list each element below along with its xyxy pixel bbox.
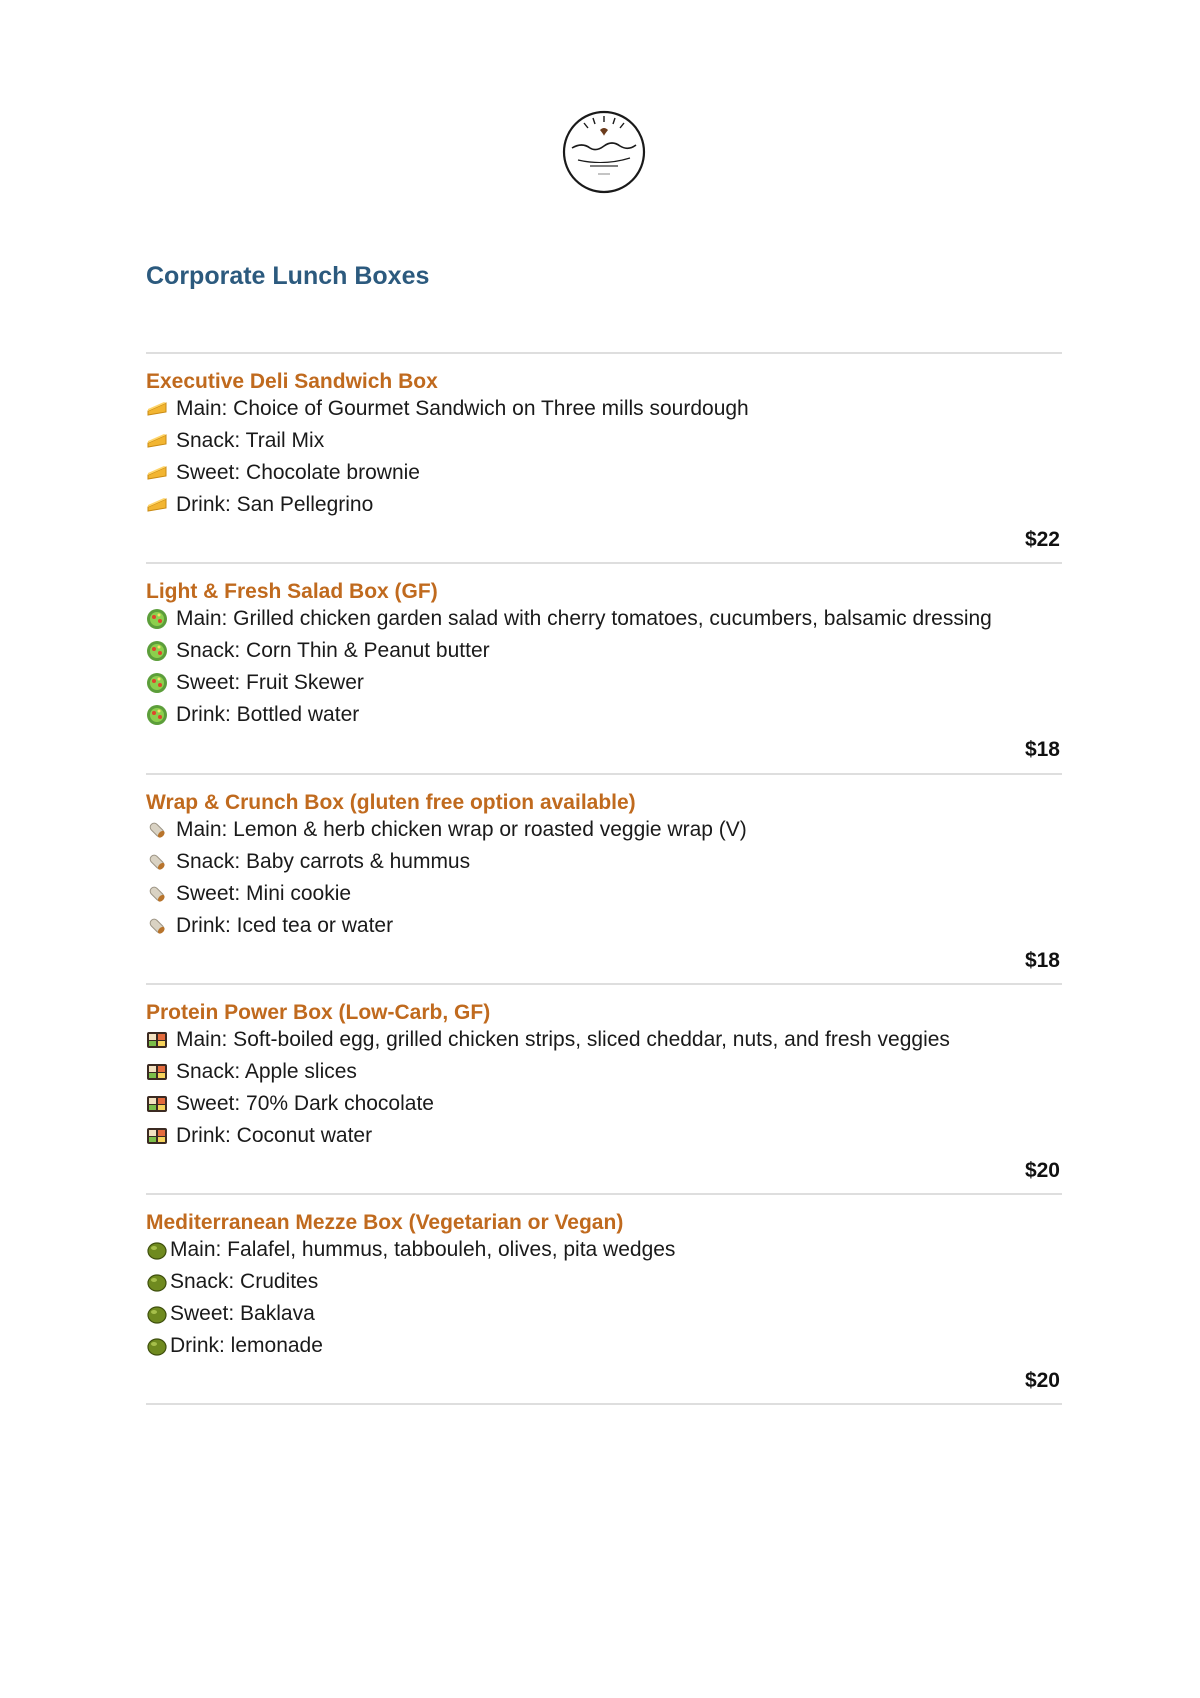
olive-icon (146, 1239, 168, 1261)
box-item (146, 604, 992, 634)
box-item (146, 911, 393, 941)
salad-icon (146, 608, 168, 630)
lunch-box-wrap-crunch (146, 783, 1062, 993)
box-item-text: Snack: Apple slices (176, 1060, 357, 1083)
box-item-text: Main: Choice of Gourmet Sandwich on Three mills sourdough (176, 397, 749, 420)
box-name: Wrap & Crunch Box (gluten free option available) (146, 791, 636, 814)
box-item-text: Drink: Bottled water (176, 703, 360, 726)
box-price: $18 (1024, 949, 1060, 972)
box-item-text: Drink: Coconut water (176, 1124, 373, 1147)
box-item (146, 1025, 950, 1055)
box-item (146, 1089, 434, 1119)
box-item-text: Sweet: Chocolate brownie (176, 461, 420, 484)
olive-icon (146, 1271, 168, 1293)
burrito-icon (146, 915, 168, 937)
burrito-icon (146, 883, 168, 905)
lunch-box-mediterranean-mezze (146, 1203, 1062, 1413)
salad-icon (146, 672, 168, 694)
box-item (146, 426, 324, 456)
salad-icon (146, 704, 168, 726)
box-item-text: Drink: Iced tea or water (176, 914, 394, 937)
box-item-text: Snack: Corn Thin & Peanut butter (176, 639, 490, 662)
burrito-icon (146, 851, 168, 873)
olive-icon (146, 1303, 168, 1325)
box-item-text: Snack: Trail Mix (176, 429, 325, 452)
burrito-icon (146, 819, 168, 841)
box-item (146, 847, 470, 877)
box-item (146, 1235, 675, 1265)
box-item-text: Sweet: Mini cookie (176, 882, 352, 905)
divider (146, 352, 1062, 354)
box-item-text: Sweet: 70% Dark chocolate (176, 1092, 434, 1115)
box-price: $22 (1024, 528, 1060, 551)
box-item (146, 1331, 323, 1361)
bento-icon (146, 1029, 168, 1051)
box-item (146, 1057, 357, 1087)
box-item-text: Drink: lemonade (170, 1334, 323, 1357)
box-item-text: Main: Soft-boiled egg, grilled chicken strips, sliced cheddar, nuts, and fresh veggies (176, 1028, 950, 1051)
box-item (146, 636, 490, 666)
box-item (146, 815, 747, 845)
lunch-box-protein-power (146, 993, 1062, 1203)
cheese-icon (146, 430, 168, 452)
box-price: $20 (1024, 1159, 1060, 1182)
cheese-icon (146, 398, 168, 420)
box-price: $20 (1024, 1369, 1060, 1392)
box-item-text: Snack: Baby carrots & hummus (176, 850, 471, 873)
box-item-text: Sweet: Fruit Skewer (176, 671, 364, 694)
cheese-icon (146, 462, 168, 484)
box-item (146, 394, 749, 424)
box-item (146, 458, 420, 488)
box-item-text: Main: Lemon & herb chicken wrap or roasted veggie wrap (V) (176, 818, 747, 841)
salad-icon (146, 640, 168, 662)
cheese-icon (146, 494, 168, 516)
cafe-logo (560, 108, 648, 196)
box-item-text: Sweet: Baklava (170, 1302, 315, 1325)
box-item (146, 1299, 315, 1329)
bento-icon (146, 1093, 168, 1115)
box-item (146, 1267, 318, 1297)
lunch-box-light-fresh-salad (146, 572, 1062, 782)
box-item-text: Snack: Crudites (170, 1270, 319, 1293)
bento-icon (146, 1061, 168, 1083)
box-name: Executive Deli Sandwich Box (146, 370, 438, 393)
box-item-text: Main: Grilled chicken garden salad with cherry tomatoes, cucumbers, balsamic dressing (176, 607, 992, 630)
olive-icon (146, 1335, 168, 1357)
box-item (146, 490, 373, 520)
box-item (146, 700, 359, 730)
box-item-text: Drink: San Pellegrino (176, 493, 374, 516)
page-title: Corporate Lunch Boxes (146, 262, 430, 290)
box-price: $18 (1024, 738, 1060, 761)
box-item-text: Main: Falafel, hummus, tabbouleh, olives, pita wedges (170, 1238, 676, 1261)
bento-icon (146, 1125, 168, 1147)
box-item (146, 879, 351, 909)
box-name: Protein Power Box (Low-Carb, GF) (146, 1001, 491, 1024)
box-name: Mediterranean Mezze Box (Vegetarian or Vegan) (146, 1211, 624, 1234)
box-name: Light & Fresh Salad Box (GF) (146, 580, 438, 603)
lunch-box-executive-deli (146, 362, 1062, 572)
box-item (146, 1121, 372, 1151)
box-item (146, 668, 364, 698)
